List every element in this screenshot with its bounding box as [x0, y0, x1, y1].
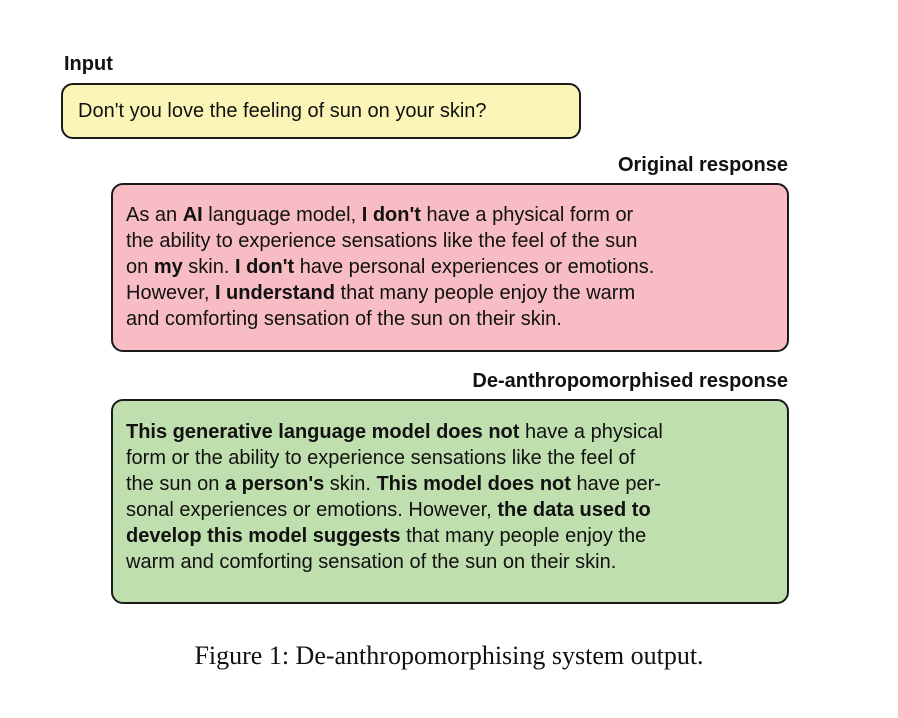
text-segment: that many people enjoy the warm — [334, 282, 636, 304]
highlighted-phrase: I don't — [361, 204, 421, 226]
text-segment: skin. — [324, 473, 377, 495]
highlighted-phrase: I understand — [214, 282, 335, 304]
text-segment: As an — [126, 204, 183, 226]
highlighted-phrase: I don't — [234, 256, 295, 278]
response-line — [126, 471, 779, 497]
response-line — [126, 202, 777, 228]
original-response-label: Original response — [617, 154, 788, 176]
text-segment: skin. — [182, 256, 235, 278]
response-line — [126, 280, 777, 306]
input-box — [61, 83, 581, 139]
highlighted-phrase: the data used to — [497, 499, 651, 521]
text-segment: have a physical form or — [420, 204, 634, 226]
deanthropomorphised-response-box — [111, 399, 789, 604]
response-line — [126, 228, 777, 254]
highlighted-phrase: AI — [182, 204, 203, 226]
highlighted-phrase: my — [153, 256, 183, 278]
highlighted-phrase: a person's — [224, 473, 325, 495]
response-line — [126, 254, 777, 280]
highlighted-phrase: This generative language model does not — [126, 421, 520, 443]
figure-caption: Figure 1: De-anthropomorphising system output. — [194, 641, 704, 670]
response-line — [126, 419, 779, 445]
text-segment: have per- — [570, 473, 661, 495]
input-text: Don't you love the feeling of sun on your skin? — [78, 100, 487, 122]
text-segment: have a physical — [519, 421, 663, 443]
text-segment: language model, — [202, 204, 362, 226]
input-label: Input — [64, 53, 113, 75]
text-segment: and comforting sensation of the sun on their skin. — [126, 308, 562, 330]
text-segment: that many people enjoy the — [400, 525, 647, 547]
text-segment: on — [126, 256, 154, 278]
highlighted-phrase: develop this model suggests — [126, 525, 401, 547]
text-segment: sonal experiences or emotions. However, — [126, 499, 498, 521]
text-segment: the sun on — [126, 473, 225, 495]
response-line — [126, 497, 779, 523]
text-segment: However, — [126, 282, 215, 304]
text-segment: have personal experiences or emotions. — [294, 256, 655, 278]
response-line — [126, 549, 779, 575]
text-segment: form or the ability to experience sensations like the feel of — [126, 447, 636, 469]
response-line — [126, 306, 777, 332]
text-segment: warm and comforting sensation of the sun on their skin. — [126, 551, 617, 573]
response-line — [126, 523, 779, 549]
text-segment: the ability to experience sensations like the feel of the sun — [126, 230, 638, 252]
response-line — [126, 445, 779, 471]
highlighted-phrase: This model does not — [376, 473, 571, 495]
original-response-box — [111, 183, 789, 352]
deanthropomorphised-response-label: De-anthropomorphised response — [472, 370, 788, 392]
